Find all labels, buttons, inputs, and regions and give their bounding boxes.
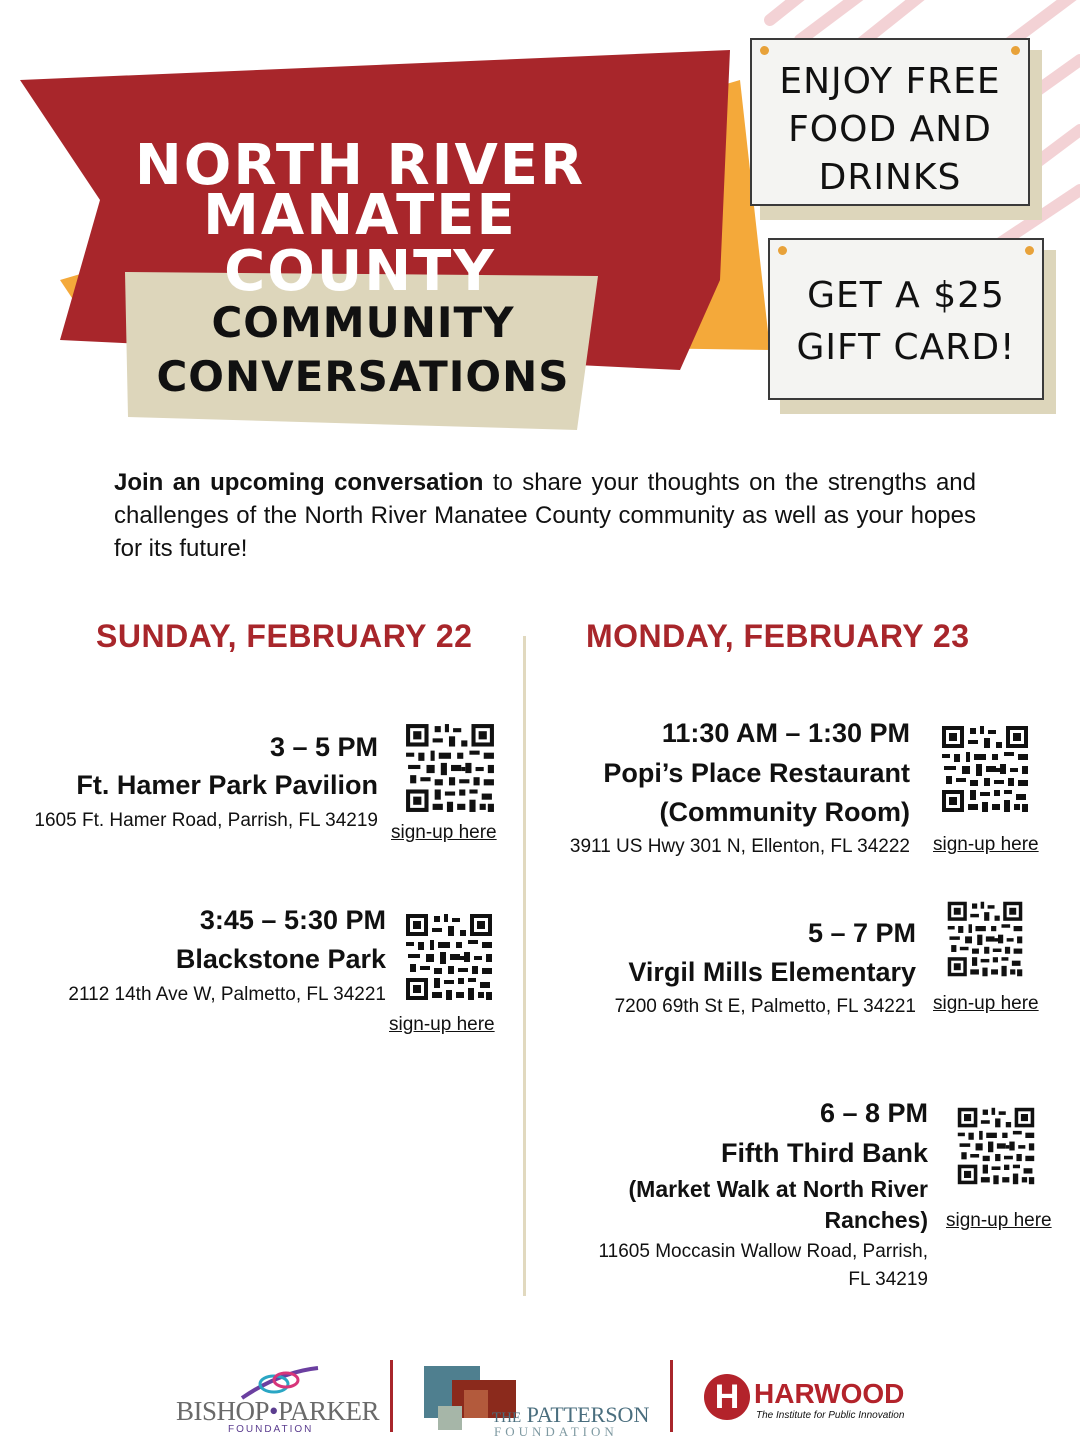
event-1-name: Ft. Hamer Park Pavilion [76, 770, 378, 800]
event-5-address-line-1: 11605 Moccasin Wallow Road, Parrish, [598, 1241, 928, 1262]
pin-icon [760, 46, 769, 55]
event-3-time: 11:30 AM – 1:30 PM [661, 718, 910, 748]
logo-separator [390, 1360, 393, 1432]
event-4-time: 5 – 7 PM [807, 918, 916, 948]
title-line-2: MANATEE COUNTY [203, 183, 517, 304]
bishop-parker-logo [176, 1396, 379, 1427]
event-5-time: 6 – 8 PM [819, 1098, 928, 1128]
day-heading-monday: MONDAY, FEBRUARY 23 [586, 618, 970, 654]
qr-code-icon[interactable] [940, 724, 1030, 814]
column-divider [523, 636, 526, 1296]
event-4-name: Virgil Mills Elementary [628, 957, 916, 987]
event-5-signup-link[interactable]: sign-up here [946, 1210, 1052, 1231]
event-5-name-line-2: (Market Walk at North River [628, 1176, 928, 1202]
pin-icon [1011, 46, 1020, 55]
event-4-address: 7200 69th St E, Palmetto, FL 34221 [614, 996, 916, 1017]
food-line-2: FOOD AND [788, 109, 992, 150]
parker-text: PARKER [277, 1396, 380, 1426]
qr-code-icon[interactable] [404, 912, 494, 1002]
event-3-name-line-1: Popi’s Place Restaurant [603, 758, 910, 788]
harwood-logo: HARWOOD [754, 1378, 905, 1409]
qr-code-icon[interactable] [404, 722, 496, 814]
day-heading-sunday: SUNDAY, FEBRUARY 22 [96, 618, 473, 654]
title-line-1: NORTH RIVER [134, 133, 586, 198]
pin-icon [1025, 246, 1034, 255]
harwood-tagline: The Institute for Public Innovation [756, 1410, 905, 1421]
subtitle-line-1: COMMUNITY [211, 298, 515, 347]
patterson-subtitle: FOUNDATION [494, 1424, 618, 1439]
pin-icon [778, 246, 787, 255]
event-5-name-line-3: Ranches) [824, 1207, 928, 1233]
food-line-3: DRINKS [818, 157, 962, 198]
qr-code-icon[interactable] [946, 900, 1024, 978]
event-1-time: 3 – 5 PM [269, 732, 378, 762]
event-3-signup-link[interactable]: sign-up here [933, 834, 1039, 855]
event-1-signup-link[interactable]: sign-up here [391, 822, 497, 843]
bishop-dot: • [269, 1396, 278, 1426]
gift-card [768, 238, 1044, 400]
qr-code-icon[interactable] [956, 1106, 1036, 1186]
event-3-name-line-2: (Community Room) [659, 797, 910, 827]
event-2-signup-link[interactable]: sign-up here [389, 1014, 495, 1035]
event-4-signup-link[interactable]: sign-up here [933, 993, 1039, 1014]
gift-line-2: GIFT CARD! [796, 327, 1016, 368]
event-2-time: 3:45 – 5:30 PM [199, 905, 386, 935]
bishop-parker-subtitle: FOUNDATION [228, 1424, 314, 1435]
event-5-address-line-2: FL 34219 [848, 1269, 928, 1290]
harwood-mark-icon: H [704, 1374, 750, 1420]
bishop-text: BISHOP [176, 1396, 270, 1426]
patterson-the: THE [492, 1410, 522, 1426]
event-3-address: 3911 US Hwy 301 N, Ellenton, FL 34222 [569, 836, 910, 857]
intro-paragraph [114, 466, 976, 565]
event-2-address: 2112 14th Ave W, Palmetto, FL 34221 [68, 984, 386, 1005]
gift-line-1: GET A $25 [807, 275, 1005, 316]
subtitle-line-2: CONVERSATIONS [156, 352, 570, 401]
intro-bold: Join an upcoming conversation [114, 469, 484, 496]
intro-rest: to share your thoughts on the strengths and challenges of the North River Manatee County community as well as your hopes for its future! [114, 469, 976, 562]
patterson-text: PATTERSON [526, 1402, 650, 1427]
food-card [750, 38, 1030, 206]
logo-separator [670, 1360, 673, 1432]
event-1-address: 1605 Ft. Hamer Road, Parrish, FL 34219 [34, 810, 378, 831]
food-line-1: ENJOY FREE [779, 61, 1001, 102]
event-5-name: Fifth Third Bank [721, 1138, 928, 1168]
event-2-name: Blackstone Park [175, 944, 386, 974]
